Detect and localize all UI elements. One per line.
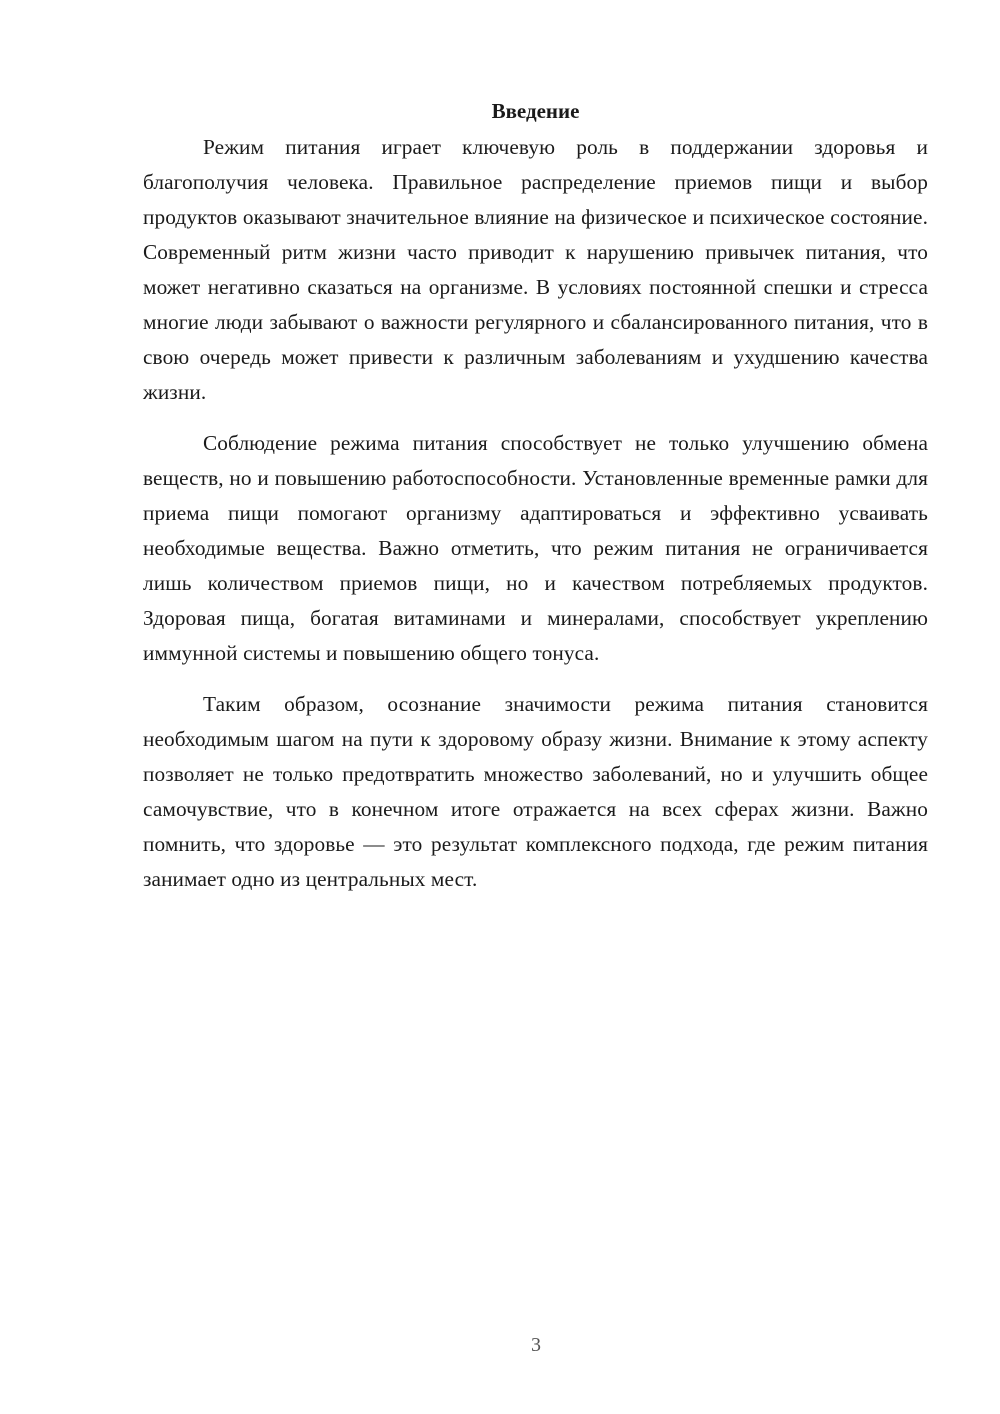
paragraph-1: Режим питания играет ключевую роль в поддержании здоровья и благополучия человека. Правильное распределение приемов пищи и выбор продуктов оказывают значительное влияние на физическое и психическое состояние. Современный ритм жизни часто приводит к нарушению привычек питания, что может негативно сказаться на организме. В условиях постоянной спешки и стресса многие люди забывают о важности регулярного и сбалансированного питания, что в свою очередь может привести к различным заболеваниям и ухудшению качества жизни. [143, 135, 928, 404]
paragraph-2: Соблюдение режима питания способствует не только улучшению обмена веществ, но и повышению работоспособности. Установленные временные рамки для приема пищи помогают организму адаптироваться и эффективно усваивать необходимые вещества. Важно отметить, что режим питания не ограничивается лишь количеством приемов пищи, но и качеством потребляемых продуктов. Здоровая пища, богатая витаминами и минералами, способствует укреплению иммунной системы и повышению общего тонуса. [143, 431, 928, 665]
page-number: 3 [531, 1334, 541, 1356]
paragraph-3: Таким образом, осознание значимости режима питания становится необходимым шагом на пути к здоровому образу жизни. Внимание к этому аспекту позволяет не только предотвратить множество заболеваний, но и улучшить общее самочувствие, что в конечном итоге отражается на всех сферах жизни. Важно помнить, что здоровье — это результат комплексного подхода, где режим питания занимает одно из центральных мест. [143, 692, 928, 891]
section-title: Введение [491, 99, 580, 123]
page-content [143, 96, 928, 913]
